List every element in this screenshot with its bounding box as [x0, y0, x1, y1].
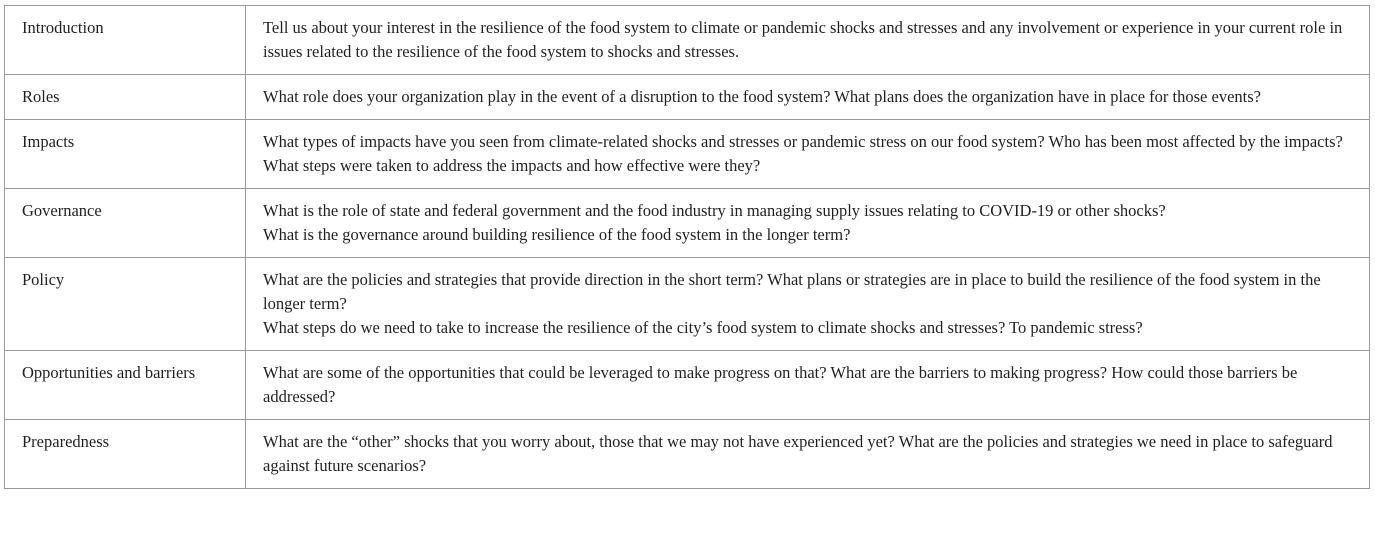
topic-cell: Governance [5, 189, 246, 258]
table-body [5, 6, 1370, 489]
question-text: What is the governance around building resilience of the food system in the longer term? [263, 225, 851, 244]
questions-cell [246, 120, 1370, 189]
question-text: What are some of the opportunities that could be leveraged to make progress on that? What are the barriers to making progress? How could those barriers be addressed? [263, 363, 1298, 406]
table-row [5, 189, 1370, 258]
topic-cell: Policy [5, 258, 246, 351]
topic-cell: Opportunities and barriers [5, 351, 246, 420]
table-row [5, 120, 1370, 189]
questions-cell [246, 75, 1370, 120]
topic-cell: Roles [5, 75, 246, 120]
question-text: What is the role of state and federal government and the food industry in managing supply issues relating to COVID-19 or other shocks? [263, 201, 1166, 220]
table-row [5, 351, 1370, 420]
question-text: What are the “other” shocks that you worry about, those that we may not have experienced yet? What are the policies and strategies we need in place to safeguard against future scenarios? [263, 432, 1333, 475]
topic-cell: Impacts [5, 120, 246, 189]
questions-cell [246, 351, 1370, 420]
question-text: What role does your organization play in the event of a disruption to the food system? What plans does the organization have in place for those events? [263, 87, 1261, 106]
question-text: What are the policies and strategies that provide direction in the short term? What plans or strategies are in place to build the resilience of the food system in the longer term? [263, 270, 1321, 313]
questions-cell [246, 6, 1370, 75]
question-text: What steps were taken to address the impacts and how effective were they? [263, 156, 761, 175]
table-row [5, 258, 1370, 351]
question-text: What steps do we need to take to increase the resilience of the city’s food system to climate shocks and stresses? To pandemic stress? [263, 318, 1143, 337]
question-text: Tell us about your interest in the resilience of the food system to climate or pandemic shocks and stresses and any involvement or experience in your current role in issues related to the resilience of the food system to shocks and stresses. [263, 18, 1343, 61]
questions-cell [246, 189, 1370, 258]
interview-questions-table [4, 5, 1370, 489]
question-text: What types of impacts have you seen from climate-related shocks and stresses or pandemic stress on our food system? Who has been most affected by the impacts? [263, 132, 1343, 151]
table-row [5, 75, 1370, 120]
topic-cell: Introduction [5, 6, 246, 75]
topic-cell: Preparedness [5, 420, 246, 489]
table-row [5, 6, 1370, 75]
questions-cell [246, 420, 1370, 489]
questions-cell [246, 258, 1370, 351]
table-row [5, 420, 1370, 489]
